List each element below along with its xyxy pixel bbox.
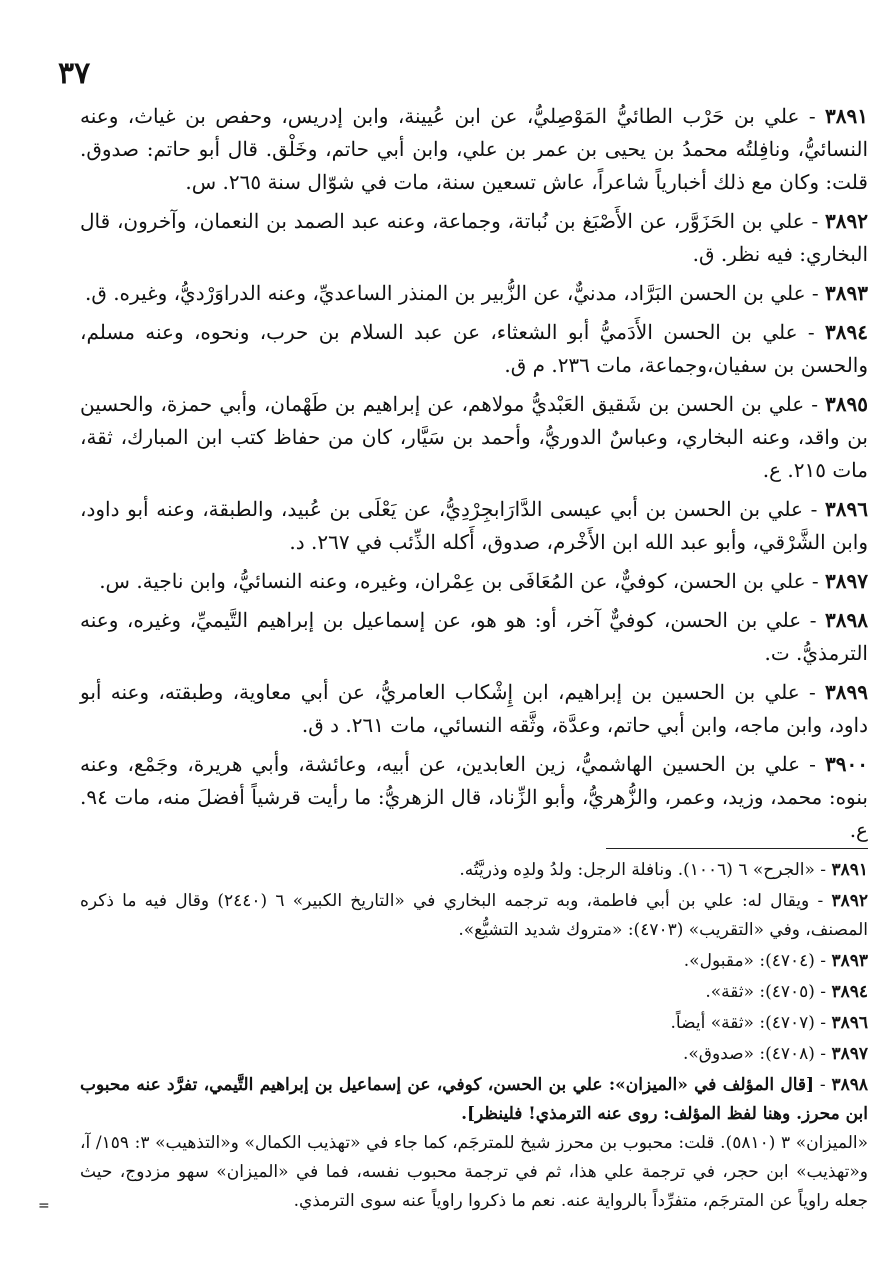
- footnote-number: ٣٨٩٣: [831, 951, 868, 971]
- entry-number: ٣٨٩٩: [825, 680, 868, 704]
- entry-text: علي بن الحسين بن إبراهيم، ابن إِشْكاب العامريُّ، عن أبي معاوية، وطبقته، وعنه أبو داود، وابن ماجه، وابن أبي حاتم، وعدَّة، وثَّقه النسائي، مات ٢٦١. د ق.: [80, 680, 868, 737]
- footnote: ٣٨٩٧ - (٤٧٠٨): «صدوق».: [683, 1044, 868, 1064]
- entry: ٣٨٩٢ - علي بن الحَزَوَّر، عن الأَصْبَغ بن نُباتة، وجماعة، وعنه عبد الصمد بن النعمان، وآخرون، قال البخاري: فيه نظر. ق.: [80, 209, 868, 266]
- footnote-number: ٣٨٩١: [831, 860, 868, 880]
- footnote: ٣٨٩٣ - (٤٧٠٤): «مقبول».: [683, 951, 868, 971]
- footnote-number: ٣٨٩٤: [831, 982, 868, 1002]
- footnote-number: ٣٨٩٢: [831, 891, 868, 911]
- entry-number: ٣٨٩٥: [825, 392, 868, 416]
- entry: ٣٨٩٤ - علي بن الحسن الأَدَميُّ أبو الشعثاء، عن عبد السلام بن حرب، ونحوه، وعنه مسلم، والحسن بن سفيان،وجماعة، مات ٢٣٦. م ق.: [80, 320, 868, 377]
- entry: ٣٨٩٩ - علي بن الحسين بن إبراهيم، ابن إِشْكاب العامريُّ، عن أبي معاوية، وطبقته، وعنه أبو داود، وابن ماجه، وابن أبي حاتم، وعدَّة، وثَّقه النسائي، مات ٢٦١. د ق.: [80, 680, 868, 737]
- margin-mark: =: [38, 1198, 50, 1214]
- entry-number: ٣٨٩١: [825, 104, 868, 128]
- entry: ٣٨٩١ - علي بن حَرْب الطائيُّ المَوْصِليُّ، عن ابن عُيينة، وابن إدريس، وحفص بن غياث، وعنه النسائيُّ، ونافِلتُه محمدُ بن يحيى بن عمر بن علي، وابن أبي حاتم، وخَلْق. قال أبو حاتم: صدوق. قلت: وكان مع ذلك أخبارياً شاعراً، عاش تسعين سنة، مات في شوّال سنة ٢٦٥. س.: [80, 104, 868, 194]
- entry-number: ٣٩٠٠: [825, 752, 868, 776]
- footnotes: [80, 856, 868, 1218]
- footnote-text: (٤٧٠٨): «صدوق».: [683, 1044, 815, 1064]
- footnote-text: (٤٧٠٧): «ثقة» أيضاً.: [670, 1013, 815, 1033]
- entry-number: ٣٨٩٣: [825, 281, 868, 305]
- entry: ٣٨٩٦ - علي بن الحسن بن أبي عيسى الدَّارَابجِرْدِيُّ، عن يَعْلَى بن عُبيد، والطبقة، وعنه أبو داود، وابن الشَّرْقي، وأبو عبد الله ابن الأَخْرم، صدوق، أَكله الذِّئب في ٢٦٧. د.: [80, 497, 868, 554]
- entry-text: علي بن الحَزَوَّر، عن الأَصْبَغ بن نُباتة، وجماعة، وعنه عبد الصمد بن النعمان، وآخرون، قال البخاري: فيه نظر. ق.: [80, 209, 868, 266]
- footnote: ٣٨٩٤ - (٤٧٠٥): «ثقة».: [705, 982, 868, 1002]
- entry: ٣٩٠٠ - علي بن الحسين الهاشميُّ، زين العابدين، عن أبيه، وعائشة، وأبي هريرة، وجَمْع، وعنه بنوه: محمد، وزيد، وعمر، والزُّهريُّ، وأبو الزِّناد، قال الزهريُّ: ما رأيت قرشياً أفضلَ منه، مات ٩٤. ع.: [80, 752, 868, 842]
- footnote-text: (٤٧٠٤): «مقبول».: [683, 951, 815, 971]
- entry-text: علي بن الحسين الهاشميُّ، زين العابدين، عن أبيه، وعائشة، وأبي هريرة، وجَمْع، وعنه بنوه: محمد، وزيد، وعمر، والزُّهريُّ، وأبو الزِّناد، قال الزهريُّ: ما رأيت قرشياً أفضلَ منه، مات ٩٤. ع.: [80, 752, 868, 842]
- entry-number: ٣٨٩٦: [825, 497, 868, 521]
- footnote: ٣٨٩١ - «الجرح» ٦ (١٠٠٦). ونافلة الرجل: ولدُ ولدِه وذريَّتُه.: [459, 860, 868, 880]
- entry-text: علي بن الحسن بن أبي عيسى الدَّارَابجِرْدِيُّ، عن يَعْلَى بن عُبيد، والطبقة، وعنه أبو داود، وابن الشَّرْقي، وأبو عبد الله ابن الأَخْرم، صدوق، أَكله الذِّئب في ٢٦٧. د.: [80, 497, 868, 554]
- footnote-number: ٣٨٩٧: [831, 1044, 868, 1064]
- footnote-text: «الجرح» ٦ (١٠٠٦). ونافلة الرجل: ولدُ ولدِه وذريَّتُه.: [459, 860, 815, 880]
- footnote-number: ٣٨٩٦: [831, 1013, 868, 1033]
- footnote-text: «الميزان» ٣ (٥٨١٠). قلت: محبوب بن محرز شيخ للمترجَم، كما جاء في «تهذيب الكمال» و«التذهيب» ٣: ١٥٩/ آ، و«تهذيب» ابن حجر، في ترجمة علي هذا، ثم في ترجمة محبوب نفسه، فما في «الميزان» سهو مزدوج، حيث جعله راوياً عن المترجَم، متفرِّداً بالرواية عنه. نعم ما ذكروا راوياً عنه سوى الترمذي.: [80, 1133, 869, 1211]
- footnote-text: (٤٧٠٥): «ثقة».: [705, 982, 815, 1002]
- entry: ٣٨٩٣ - علي بن الحسن البَرَّاد، مدنيٌّ، عن الزُّبير بن المنذر الساعديِّ، وعنه الدراوَرْديُّ، وغيره. ق.: [84, 281, 868, 305]
- footnote: ٣٨٩٢ - ويقال له: علي بن أبي فاطمة، وبه ترجمه البخاري في «التاريخ الكبير» ٦ (٢٤٤٠) وقال فيه ما ذكره المصنف، وفي «التقريب» (٤٧٠٣): «متروك شديد التشيُّع».: [80, 891, 868, 940]
- entry-text: علي بن الحسن بن شَقيق العَبْديُّ مولاهم، عن إبراهيم بن طَهْمان، وأبي حمزة، والحسين بن واقد، وعنه البخاري، وعباسٌ الدوريُّ، وأحمد بن سَيَّار، كان من حفاظ كتب ابن المبارك، ثقة، مات ٢١٥. ع.: [80, 392, 868, 482]
- page-number: ٣٧: [58, 56, 91, 91]
- footnote-number: ٣٨٩٨: [831, 1075, 868, 1095]
- entry-number: ٣٨٩٧: [825, 569, 868, 593]
- entry-number: ٣٨٩٤: [825, 320, 868, 344]
- footnote-divider: [606, 848, 868, 849]
- main-text: [80, 100, 868, 853]
- entry: ٣٨٩٥ - علي بن الحسن بن شَقيق العَبْديُّ مولاهم، عن إبراهيم بن طَهْمان، وأبي حمزة، والحسين بن واقد، وعنه البخاري، وعباسٌ الدوريُّ، وأحمد بن سَيَّار، كان من حفاظ كتب ابن المبارك، ثقة، مات ٢١٥. ع.: [80, 392, 868, 482]
- footnote: ٣٨٩٦ - (٤٧٠٧): «ثقة» أيضاً.: [670, 1013, 868, 1033]
- entry: ٣٨٩٧ - علي بن الحسن، كوفيٌّ، عن المُعَافَى بن عِمْران، وغيره، وعنه النسائيُّ، وابن ناجية. س.: [99, 569, 868, 593]
- entry-number: ٣٨٩٢: [825, 209, 868, 233]
- footnote-bold-text: [قال المؤلف في «الميزان»: علي بن الحسن، كوفي، عن إسماعيل بن إبراهيم التَّيمي، تفرَّد عنه محبوب ابن محرز. وهنا لفظ المؤلف: روى عنه الترمذي! فلينظر].: [80, 1075, 868, 1124]
- footnote-text: ويقال له: علي بن أبي فاطمة، وبه ترجمه البخاري في «التاريخ الكبير» ٦ (٢٤٤٠) وقال فيه ما ذكره المصنف، وفي «التقريب» (٤٧٠٣): «متروك شديد التشيُّع».: [80, 891, 868, 940]
- entry: ٣٨٩٨ - علي بن الحسن، كوفيٌّ آخر، أو: هو هو، عن إسماعيل بن إبراهيم التَّيميِّ، وغيره، وعنه الترمذيُّ. ت.: [80, 608, 868, 665]
- entry-text: علي بن الحسن، كوفيٌّ آخر، أو: هو هو، عن إسماعيل بن إبراهيم التَّيميِّ، وغيره، وعنه الترمذيُّ. ت.: [80, 608, 868, 665]
- entry-number: ٣٨٩٨: [825, 608, 868, 632]
- footnote: ٣٨٩٨ - [قال المؤلف في «الميزان»: علي بن الحسن، كوفي، عن إسماعيل بن إبراهيم التَّيمي، تفرَّد عنه محبوب ابن محرز. وهنا لفظ المؤلف: روى عنه الترمذي! فلينظر]. «الميزان» ٣ (٥٨١٠). قلت: محبوب بن محرز شيخ للمترجَم، كما جاء في «تهذيب الكمال» و«التذهيب» ٣: ١٥٩/ آ، و«تهذيب» ابن حجر، في ترجمة علي هذا، ثم في ترجمة محبوب نفسه، فما في «الميزان» سهو مزدوج، حيث جعله راوياً عن المترجَم، متفرِّداً بالرواية عنه. نعم ما ذكروا راوياً عنه سوى الترمذي.: [80, 1075, 869, 1211]
- entry-text: علي بن حَرْب الطائيُّ المَوْصِليُّ، عن ابن عُيينة، وابن إدريس، وحفص بن غياث، وعنه النسائيُّ، ونافِلتُه محمدُ بن يحيى بن عمر بن علي، وابن أبي حاتم، وخَلْق. قال أبو حاتم: صدوق. قلت: وكان مع ذلك أخبارياً شاعراً، عاش تسعين سنة، مات في شوّال سنة ٢٦٥. س.: [80, 104, 868, 194]
- entry-text: علي بن الحسن البَرَّاد، مدنيٌّ، عن الزُّبير بن المنذر الساعديِّ، وعنه الدراوَرْديُّ، وغيره. ق.: [84, 281, 806, 305]
- entry-text: علي بن الحسن الأَدَميُّ أبو الشعثاء، عن عبد السلام بن حرب، ونحوه، وعنه مسلم، والحسن بن سفيان،وجماعة، مات ٢٣٦. م ق.: [80, 320, 868, 377]
- entry-text: علي بن الحسن، كوفيٌّ، عن المُعَافَى بن عِمْران، وغيره، وعنه النسائيُّ، وابن ناجية. س.: [99, 569, 806, 593]
